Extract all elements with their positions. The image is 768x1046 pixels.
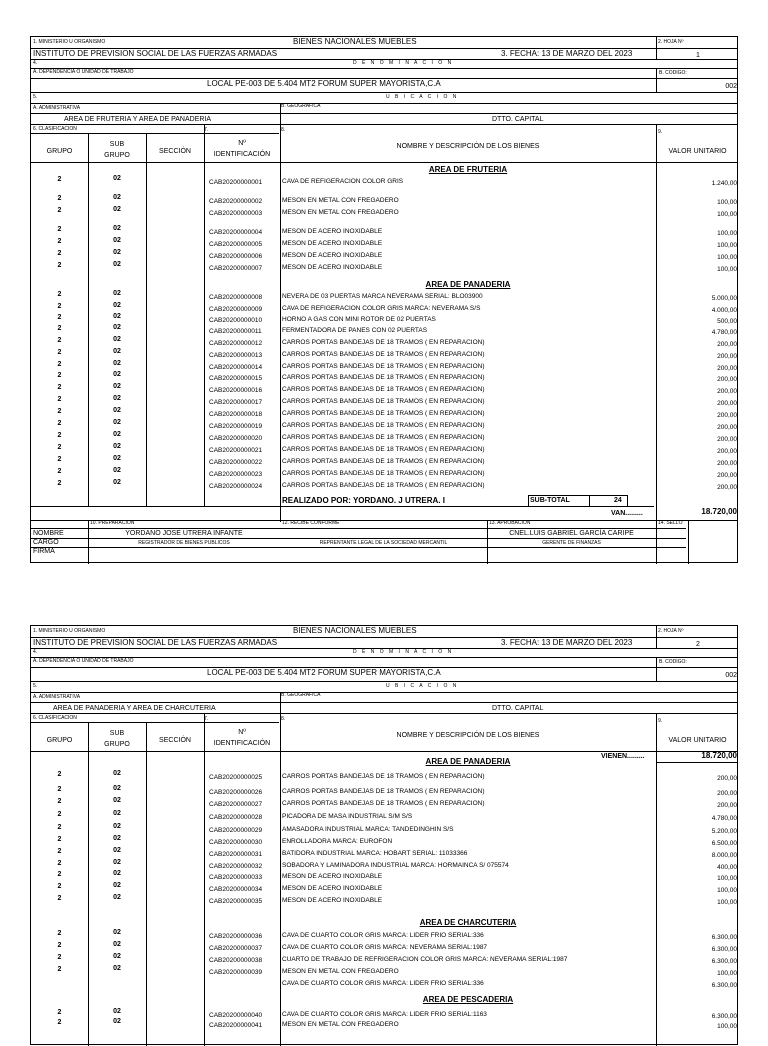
hoja-label: 2. HOJA Nº bbox=[658, 39, 684, 45]
col-seccion: SECCIÓN bbox=[159, 737, 191, 744]
item-grupo: 2 bbox=[57, 207, 62, 214]
item-descripcion: CARROS PORTAS BANDEJAS DE 18 TRAMOS ( EN REPARACION) bbox=[282, 482, 485, 489]
item-grupo: 2 bbox=[57, 824, 62, 831]
col-subgrupo-1: SUB bbox=[109, 730, 125, 737]
item-valor: 400,00 bbox=[717, 864, 737, 871]
section-title: AREA DE PANADERIA bbox=[425, 757, 511, 766]
item-descripcion: MESON DE ACERO INOXIDABLE bbox=[282, 228, 383, 235]
item-grupo: 2 bbox=[57, 1009, 62, 1016]
item-grupo: 2 bbox=[57, 291, 62, 298]
fecha: 3. FECHA: 13 DE MARZO DEL 2023 bbox=[501, 49, 633, 58]
item-subgrupo: 02 bbox=[113, 455, 121, 462]
item-subgrupo: 02 bbox=[113, 785, 121, 792]
item-grupo: 2 bbox=[57, 303, 62, 310]
denominacion-label: D E N O M I N A C I O N bbox=[353, 649, 454, 655]
col-id-2: IDENTIFICACIÓN bbox=[213, 151, 271, 158]
item-grupo: 2 bbox=[57, 408, 62, 415]
item-grupo: 2 bbox=[57, 895, 62, 902]
item-identificacion: CAB20200000023 bbox=[209, 471, 263, 478]
cargo-label: CARGO bbox=[33, 539, 59, 546]
item-grupo: 2 bbox=[57, 954, 62, 961]
item-subgrupo: 02 bbox=[113, 953, 121, 960]
inventory-sheet-2 bbox=[30, 625, 738, 1045]
area-geografica: DTTO. CAPITAL bbox=[492, 705, 544, 712]
item-identificacion: CAB20200000033 bbox=[209, 874, 263, 881]
ubicacion-label: U B I C A C I O N bbox=[386, 683, 459, 689]
item-subgrupo: 02 bbox=[113, 419, 121, 426]
item-valor: 6.500,00 bbox=[711, 840, 737, 847]
item-grupo: 2 bbox=[57, 811, 62, 818]
item-grupo: 2 bbox=[57, 314, 62, 321]
col-id-1: Nº bbox=[238, 729, 246, 736]
item-identificacion: CAB20200000034 bbox=[209, 886, 263, 893]
item-subgrupo: 02 bbox=[113, 407, 121, 414]
item-descripcion: CAVA DE CUARTO COLOR GRIS MARCA: NEVERAMA SERIAL:1987 bbox=[282, 944, 488, 951]
item-grupo: 2 bbox=[57, 468, 62, 475]
item-valor: 100,00 bbox=[717, 899, 737, 906]
item-valor: 200,00 bbox=[717, 775, 737, 782]
codigo-label: B. CODIGO: bbox=[659, 70, 687, 76]
item-valor: 200,00 bbox=[717, 472, 737, 479]
item-descripcion: HORNO A GAS CON MINI ROTOR DE 02 PUERTAS bbox=[282, 316, 436, 323]
local-name: LOCAL PE-003 DE 5.404 MT2 FORUM SUPER MAYORISTA,C.A bbox=[207, 79, 441, 88]
item-identificacion: CAB20200000038 bbox=[209, 957, 263, 964]
aprobador-nombre: CNEL.LUIS GABRIEL GARCÍA CARIPE bbox=[509, 530, 634, 537]
item-identificacion: CAB20200000030 bbox=[209, 839, 263, 846]
item-grupo: 2 bbox=[57, 1019, 62, 1026]
item-grupo: 2 bbox=[57, 372, 62, 379]
item-descripcion: CAVA DE CUARTO COLOR GRIS MARCA: LIDER FRIO SERIAL:336 bbox=[282, 932, 484, 939]
vienen-label: VIENEN......... bbox=[601, 753, 645, 760]
item-subgrupo: 02 bbox=[113, 324, 121, 331]
item-descripcion: CARROS PORTAS BANDEJAS DE 18 TRAMOS ( EN REPARACION) bbox=[282, 398, 485, 405]
item-subgrupo: 02 bbox=[113, 371, 121, 378]
field-number-7: 7. bbox=[204, 716, 209, 722]
item-grupo: 2 bbox=[57, 250, 62, 257]
item-grupo: 2 bbox=[57, 942, 62, 949]
item-grupo: 2 bbox=[57, 176, 62, 183]
item-grupo: 2 bbox=[57, 384, 62, 391]
item-descripcion: CARROS PORTAS BANDEJAS DE 18 TRAMOS ( EN REPARACION) bbox=[282, 374, 485, 381]
item-descripcion: MESON DE ACERO INOXIDABLE bbox=[282, 885, 383, 892]
ministerio-label: 1. MINISTERIO U ORGANISMO bbox=[33, 628, 106, 634]
item-identificacion: CAB20200000014 bbox=[209, 364, 263, 371]
col-nombre: NOMBRE Y DESCRIPCIÓN DE LOS BIENES bbox=[396, 732, 540, 739]
field-number-8: 8. bbox=[281, 127, 286, 133]
item-valor: 100,00 bbox=[717, 199, 737, 206]
item-grupo: 2 bbox=[57, 337, 62, 344]
col-seccion: SECCIÓN bbox=[159, 148, 191, 155]
item-subgrupo: 02 bbox=[113, 965, 121, 972]
item-valor: 4.000,00 bbox=[711, 307, 737, 314]
item-descripcion: CARROS PORTAS BANDEJAS DE 18 TRAMOS ( EN REPARACION) bbox=[282, 788, 485, 795]
item-identificacion: CAB20200000028 bbox=[209, 814, 263, 821]
administrativa-label: A. ADMINISTRATIVA bbox=[33, 694, 81, 700]
item-valor: 6.300,00 bbox=[711, 946, 737, 953]
col-subgrupo-2: GRUPO bbox=[104, 152, 130, 159]
section-title: AREA DE FRUTERIA bbox=[428, 165, 508, 174]
vienen-value: 18.720,00 bbox=[701, 751, 737, 760]
area-administrativa: AREA DE FRUTERIA Y AREA DE PANADERIA bbox=[64, 116, 212, 123]
item-valor: 200,00 bbox=[717, 424, 737, 431]
item-grupo: 2 bbox=[57, 432, 62, 439]
item-subgrupo: 02 bbox=[113, 770, 121, 777]
codigo-value: 002 bbox=[725, 83, 737, 90]
item-identificacion: CAB20200000016 bbox=[209, 387, 263, 394]
item-identificacion: CAB20200000018 bbox=[209, 411, 263, 418]
item-grupo: 2 bbox=[57, 238, 62, 245]
item-valor: 6.300,00 bbox=[711, 982, 737, 989]
item-identificacion: CAB20200000007 bbox=[209, 265, 263, 272]
item-descripcion: MESON DE ACERO INOXIDABLE bbox=[282, 252, 383, 259]
item-grupo: 2 bbox=[57, 930, 62, 937]
item-grupo: 2 bbox=[57, 860, 62, 867]
item-identificacion: CAB20200000031 bbox=[209, 851, 263, 858]
item-identificacion: CAB20200000003 bbox=[209, 210, 263, 217]
item-identificacion: CAB20200000008 bbox=[209, 294, 263, 301]
item-descripcion: MESON EN METAL CON FREGADERO bbox=[282, 209, 399, 216]
item-grupo: 2 bbox=[57, 480, 62, 487]
section-title: AREA DE PESCADERIA bbox=[422, 995, 514, 1004]
item-descripcion: CARROS PORTAS BANDEJAS DE 18 TRAMOS ( EN REPARACION) bbox=[282, 422, 485, 429]
item-valor: 200,00 bbox=[717, 341, 737, 348]
realizado-por: REALIZADO POR: YORDANO. J UTRERA. I bbox=[282, 496, 445, 505]
item-identificacion: CAB20200000035 bbox=[209, 898, 263, 905]
item-identificacion: CAB20200000029 bbox=[209, 827, 263, 834]
col-subgrupo-2: GRUPO bbox=[104, 741, 130, 748]
item-identificacion: CAB20200000036 bbox=[209, 933, 263, 940]
item-subgrupo: 02 bbox=[113, 479, 121, 486]
fecha: 3. FECHA: 13 DE MARZO DEL 2023 bbox=[501, 638, 633, 647]
field-number-4: 4. bbox=[33, 649, 38, 655]
item-identificacion: CAB20200000020 bbox=[209, 435, 263, 442]
item-descripcion: CARROS PORTAS BANDEJAS DE 18 TRAMOS ( EN REPARACION) bbox=[282, 800, 485, 807]
item-identificacion: CAB20200000032 bbox=[209, 863, 263, 870]
item-subgrupo: 02 bbox=[113, 225, 121, 232]
item-descripcion: FERMENTADORA DE PANES CON 02 PUERTAS bbox=[282, 327, 428, 334]
preparador-nombre: YORDANO JOSE UTRERA INFANTE bbox=[125, 530, 243, 537]
item-subgrupo: 02 bbox=[113, 894, 121, 901]
dependencia-label: A. DEPENDENCIA O UNIDAD DE TRABAJO bbox=[33, 658, 134, 664]
item-subgrupo: 02 bbox=[113, 941, 121, 948]
item-grupo: 2 bbox=[57, 195, 62, 202]
item-subgrupo: 02 bbox=[113, 313, 121, 320]
item-subgrupo: 02 bbox=[113, 823, 121, 830]
col-id-1: Nº bbox=[238, 140, 246, 147]
item-subgrupo: 02 bbox=[113, 847, 121, 854]
item-valor: 200,00 bbox=[717, 790, 737, 797]
item-descripcion: CARROS PORTAS BANDEJAS DE 18 TRAMOS ( EN REPARACION) bbox=[282, 446, 485, 453]
item-identificacion: CAB20200000021 bbox=[209, 447, 263, 454]
item-grupo: 2 bbox=[57, 456, 62, 463]
sello-label: 14. SELLO bbox=[658, 520, 683, 526]
item-valor: 100,00 bbox=[717, 211, 737, 218]
administrativa-label: A. ADMINISTRATIVA bbox=[33, 105, 81, 111]
clasificacion-label: 6. CLASIFICACION bbox=[33, 126, 77, 132]
subtotal-value: 24 bbox=[614, 497, 622, 504]
item-identificacion: CAB20200000006 bbox=[209, 253, 263, 260]
item-descripcion: CUARTO DE TRABAJO DE REFRIGERACION COLOR GRIS MARCA: NEVERAMA SERIAL:1987 bbox=[282, 956, 568, 963]
item-descripcion: MESON EN METAL CON FREGADERO bbox=[282, 968, 399, 975]
item-descripcion: CARROS PORTAS BANDEJAS DE 18 TRAMOS ( EN REPARACION) bbox=[282, 434, 485, 441]
item-grupo: 2 bbox=[57, 325, 62, 332]
item-subgrupo: 02 bbox=[113, 443, 121, 450]
item-subgrupo: 02 bbox=[113, 1008, 121, 1015]
item-valor: 1.240,00 bbox=[711, 180, 737, 187]
col-valor: VALOR UNITARIO bbox=[668, 148, 727, 155]
item-valor: 200,00 bbox=[717, 460, 737, 467]
item-identificacion: CAB20200000024 bbox=[209, 483, 263, 490]
van-label: VAN......... bbox=[611, 510, 643, 517]
col-nombre: NOMBRE Y DESCRIPCIÓN DE LOS BIENES bbox=[396, 143, 540, 150]
subtotal-label: SUB-TOTAL bbox=[530, 497, 570, 504]
item-subgrupo: 02 bbox=[113, 175, 121, 182]
item-valor: 100,00 bbox=[717, 887, 737, 894]
item-descripcion: BATIDORA INDUSTRIAL MARCA: HOBART SERIAL: 11033366 bbox=[282, 850, 468, 857]
item-grupo: 2 bbox=[57, 848, 62, 855]
item-descripcion: AMASADORA INDUSTRIAL MARCA: TANDEDINGHIN S/S bbox=[282, 826, 454, 833]
field-number-9: 9. bbox=[658, 129, 663, 135]
col-grupo: GRUPO bbox=[46, 148, 73, 155]
aprobacion-label: 13. APROBACION bbox=[489, 520, 531, 526]
recibe-cargo: REPRENTANTE LEGAL DE LA SOCIEDAD MERCANTIL bbox=[319, 540, 448, 546]
field-number-7: 7. bbox=[204, 127, 209, 133]
item-descripcion: PICADORA DE MASA INDUSTRIAL S/M S/S bbox=[282, 813, 413, 820]
item-identificacion: CAB20200000011 bbox=[209, 328, 262, 335]
item-descripcion: CARROS PORTAS BANDEJAS DE 18 TRAMOS ( EN REPARACION) bbox=[282, 410, 485, 417]
item-valor: 200,00 bbox=[717, 353, 737, 360]
item-valor: 200,00 bbox=[717, 412, 737, 419]
item-subgrupo: 02 bbox=[113, 882, 121, 889]
ubicacion-label: U B I C A C I O N bbox=[386, 94, 459, 100]
aprobador-cargo: GERENTE DE FINANZAS bbox=[542, 540, 601, 546]
item-subgrupo: 02 bbox=[113, 261, 121, 268]
item-identificacion: CAB20200000013 bbox=[209, 352, 263, 359]
item-valor: 100,00 bbox=[717, 266, 737, 273]
local-name: LOCAL PE-003 DE 5.404 MT2 FORUM SUPER MAYORISTA,C.A bbox=[207, 668, 441, 677]
instituto-name: INSTITUTO DE PREVISION SOCIAL DE LAS FUERZAS ARMADAS bbox=[33, 49, 278, 58]
item-descripcion: CARROS PORTAS BANDEJAS DE 18 TRAMOS ( EN REPARACION) bbox=[282, 351, 485, 358]
item-valor: 200,00 bbox=[717, 388, 737, 395]
section-title: AREA DE PANADERIA bbox=[425, 280, 511, 289]
item-valor: 200,00 bbox=[717, 484, 737, 491]
van-value: 18.720,00 bbox=[701, 507, 737, 516]
item-descripcion: MESON DE ACERO INOXIDABLE bbox=[282, 264, 383, 271]
item-subgrupo: 02 bbox=[113, 395, 121, 402]
recibe-label: 12. RECIBE CONFORME bbox=[282, 520, 340, 526]
item-valor: 200,00 bbox=[717, 365, 737, 372]
item-subgrupo: 02 bbox=[113, 348, 121, 355]
clasificacion-label: 6. CLASIFICACION bbox=[33, 715, 77, 721]
item-identificacion: CAB20200000005 bbox=[209, 241, 263, 248]
item-descripcion: NEVERA DE 03 PUERTAS MARCA NEVERAMA SERIAL: BLO03900 bbox=[282, 293, 483, 300]
item-subgrupo: 02 bbox=[113, 290, 121, 297]
firma-label: FIRMA bbox=[33, 548, 55, 555]
item-identificacion: CAB20200000025 bbox=[209, 774, 263, 781]
item-descripcion: CARROS PORTAS BANDEJAS DE 18 TRAMOS ( EN REPARACION) bbox=[282, 363, 485, 370]
item-subgrupo: 02 bbox=[113, 870, 121, 877]
item-subgrupo: 02 bbox=[113, 859, 121, 866]
form-title: BIENES NACIONALES MUEBLES bbox=[293, 37, 417, 46]
item-identificacion: CAB20200000012 bbox=[209, 340, 263, 347]
item-descripcion: MESON EN METAL CON FREGADERO bbox=[282, 1021, 399, 1028]
item-valor: 5.200,00 bbox=[711, 828, 737, 835]
field-number-8: 8. bbox=[281, 716, 286, 722]
item-identificacion: CAB20200000027 bbox=[209, 801, 263, 808]
item-descripcion: CAVA DE REFIGERACION COLOR GRIS bbox=[282, 178, 404, 185]
dependencia-label: A. DEPENDENCIA O UNIDAD DE TRABAJO bbox=[33, 69, 134, 75]
instituto-name: INSTITUTO DE PREVISION SOCIAL DE LAS FUERZAS ARMADAS bbox=[33, 638, 278, 647]
denominacion-label: D E N O M I N A C I O N bbox=[353, 60, 454, 66]
item-identificacion: CAB20200000009 bbox=[209, 306, 263, 313]
field-number-4: 4. bbox=[33, 60, 38, 66]
item-grupo: 2 bbox=[57, 420, 62, 427]
section-title: AREA DE CHARCUTERIA bbox=[419, 918, 517, 927]
codigo-label: B. CODIGO: bbox=[659, 659, 687, 665]
col-grupo: GRUPO bbox=[46, 737, 73, 744]
item-valor: 4.780,00 bbox=[711, 815, 737, 822]
item-valor: 6.300,00 bbox=[711, 958, 737, 965]
field-number-9: 9. bbox=[658, 718, 663, 724]
item-descripcion: SOBADORA Y LAMINADORA INDUSTRIAL MARCA: HORMAINCA S/ 075574 bbox=[282, 862, 509, 869]
item-subgrupo: 02 bbox=[113, 797, 121, 804]
item-valor: 100,00 bbox=[717, 970, 737, 977]
field-number-5: 5. bbox=[33, 683, 38, 689]
item-descripcion: MESON EN METAL CON FREGADERO bbox=[282, 197, 399, 204]
item-subgrupo: 02 bbox=[113, 835, 121, 842]
item-identificacion: CAB20200000004 bbox=[209, 229, 263, 236]
item-valor: 5.000,00 bbox=[711, 295, 737, 302]
item-identificacion: CAB20200000041 bbox=[209, 1022, 263, 1029]
item-valor: 100,00 bbox=[717, 254, 737, 261]
item-grupo: 2 bbox=[57, 361, 62, 368]
item-grupo: 2 bbox=[57, 444, 62, 451]
field-number-5: 5. bbox=[33, 94, 38, 100]
item-subgrupo: 02 bbox=[113, 360, 121, 367]
item-identificacion: CAB20200000040 bbox=[209, 1012, 263, 1019]
area-geografica: DTTO. CAPITAL bbox=[492, 116, 544, 123]
hoja-value: 1 bbox=[696, 52, 700, 59]
item-subgrupo: 02 bbox=[113, 431, 121, 438]
hoja-label: 2. HOJA Nº bbox=[658, 628, 684, 634]
item-identificacion: CAB20200000002 bbox=[209, 198, 263, 205]
item-identificacion: CAB20200000026 bbox=[209, 789, 263, 796]
item-valor: 200,00 bbox=[717, 400, 737, 407]
item-subgrupo: 02 bbox=[113, 467, 121, 474]
area-administrativa: AREA DE PANADERIA Y AREA DE CHARCUTERIA bbox=[53, 705, 216, 712]
item-valor: 200,00 bbox=[717, 448, 737, 455]
item-grupo: 2 bbox=[57, 871, 62, 878]
hoja-value: 2 bbox=[696, 641, 700, 648]
nombre-label: NOMBRE bbox=[33, 530, 64, 537]
item-valor: 500,00 bbox=[717, 318, 737, 325]
form-title: BIENES NACIONALES MUEBLES bbox=[293, 626, 417, 635]
item-grupo: 2 bbox=[57, 771, 62, 778]
item-valor: 200,00 bbox=[717, 436, 737, 443]
item-descripcion: CARROS PORTAS BANDEJAS DE 18 TRAMOS ( EN REPARACION) bbox=[282, 339, 485, 346]
item-descripcion: ENROLLADORA MARCA: EUROFON bbox=[282, 838, 393, 845]
item-grupo: 2 bbox=[57, 883, 62, 890]
item-descripcion: CAVA DE CUARTO COLOR GRIS MARCA: LIDER FRIO SERIAL:1163 bbox=[282, 1011, 487, 1018]
item-descripcion: CAVA DE CUARTO COLOR GRIS MARCA: LIDER FRIO SERIAL:336 bbox=[282, 980, 484, 987]
item-subgrupo: 02 bbox=[113, 194, 121, 201]
item-valor: 100,00 bbox=[717, 230, 737, 237]
item-subgrupo: 02 bbox=[113, 383, 121, 390]
item-subgrupo: 02 bbox=[113, 206, 121, 213]
item-descripcion: MESON DE ACERO INOXIDABLE bbox=[282, 873, 383, 880]
item-subgrupo: 02 bbox=[113, 336, 121, 343]
item-valor: 100,00 bbox=[717, 875, 737, 882]
item-valor: 4.780,00 bbox=[711, 329, 737, 336]
item-descripcion: CAVA DE REFIGERACION COLOR GRIS MARCA: NEVERAMA S/S bbox=[282, 305, 481, 312]
col-valor: VALOR UNITARIO bbox=[668, 737, 727, 744]
item-descripcion: CARROS PORTAS BANDEJAS DE 18 TRAMOS ( EN REPARACION) bbox=[282, 386, 485, 393]
item-subgrupo: 02 bbox=[113, 237, 121, 244]
item-descripcion: MESON DE ACERO INOXIDABLE bbox=[282, 240, 383, 247]
item-subgrupo: 02 bbox=[113, 302, 121, 309]
item-descripcion: MESON DE ACERO INOXIDABLE bbox=[282, 897, 383, 904]
item-valor: 8.000,00 bbox=[711, 852, 737, 859]
item-valor: 200,00 bbox=[717, 376, 737, 383]
item-subgrupo: 02 bbox=[113, 929, 121, 936]
item-grupo: 2 bbox=[57, 262, 62, 269]
item-identificacion: CAB20200000037 bbox=[209, 945, 263, 952]
item-grupo: 2 bbox=[57, 798, 62, 805]
item-grupo: 2 bbox=[57, 966, 62, 973]
item-descripcion: CARROS PORTAS BANDEJAS DE 18 TRAMOS ( EN REPARACION) bbox=[282, 458, 485, 465]
item-identificacion: CAB20200000010 bbox=[209, 317, 263, 324]
item-descripcion: CARROS PORTAS BANDEJAS DE 18 TRAMOS ( EN REPARACION) bbox=[282, 773, 485, 780]
item-grupo: 2 bbox=[57, 226, 62, 233]
item-grupo: 2 bbox=[57, 836, 62, 843]
item-identificacion: CAB20200000001 bbox=[209, 179, 263, 186]
item-valor: 200,00 bbox=[717, 802, 737, 809]
inventory-sheet-1 bbox=[30, 36, 738, 563]
ministerio-label: 1. MINISTERIO U ORGANISMO bbox=[33, 39, 106, 45]
item-subgrupo: 02 bbox=[113, 810, 121, 817]
col-id-2: IDENTIFICACIÓN bbox=[213, 740, 271, 747]
preparador-cargo: REGISTRADOR DE BIENES PUBLICOS bbox=[138, 540, 230, 546]
geografica-label: B. GEOGRAFICA bbox=[281, 692, 321, 698]
item-valor: 100,00 bbox=[717, 242, 737, 249]
item-identificacion: CAB20200000019 bbox=[209, 423, 263, 430]
item-identificacion: CAB20200000039 bbox=[209, 969, 263, 976]
item-grupo: 2 bbox=[57, 786, 62, 793]
item-grupo: 2 bbox=[57, 349, 62, 356]
item-identificacion: CAB20200000015 bbox=[209, 375, 263, 382]
geografica-label: B. GEOGRAFICA bbox=[281, 103, 321, 109]
item-valor: 100,00 bbox=[717, 1023, 737, 1030]
item-subgrupo: 02 bbox=[113, 1018, 121, 1025]
item-valor: 6.300,00 bbox=[711, 934, 737, 941]
item-subgrupo: 02 bbox=[113, 249, 121, 256]
preparacion-label: 10. PREPARACION bbox=[90, 520, 135, 526]
item-grupo: 2 bbox=[57, 396, 62, 403]
item-valor: 6.300,00 bbox=[711, 1013, 737, 1020]
col-subgrupo-1: SUB bbox=[109, 141, 125, 148]
codigo-value: 002 bbox=[725, 672, 737, 679]
item-identificacion: CAB20200000022 bbox=[209, 459, 263, 466]
item-descripcion: CARROS PORTAS BANDEJAS DE 18 TRAMOS ( EN REPARACION) bbox=[282, 470, 485, 477]
item-identificacion: CAB20200000017 bbox=[209, 399, 263, 406]
